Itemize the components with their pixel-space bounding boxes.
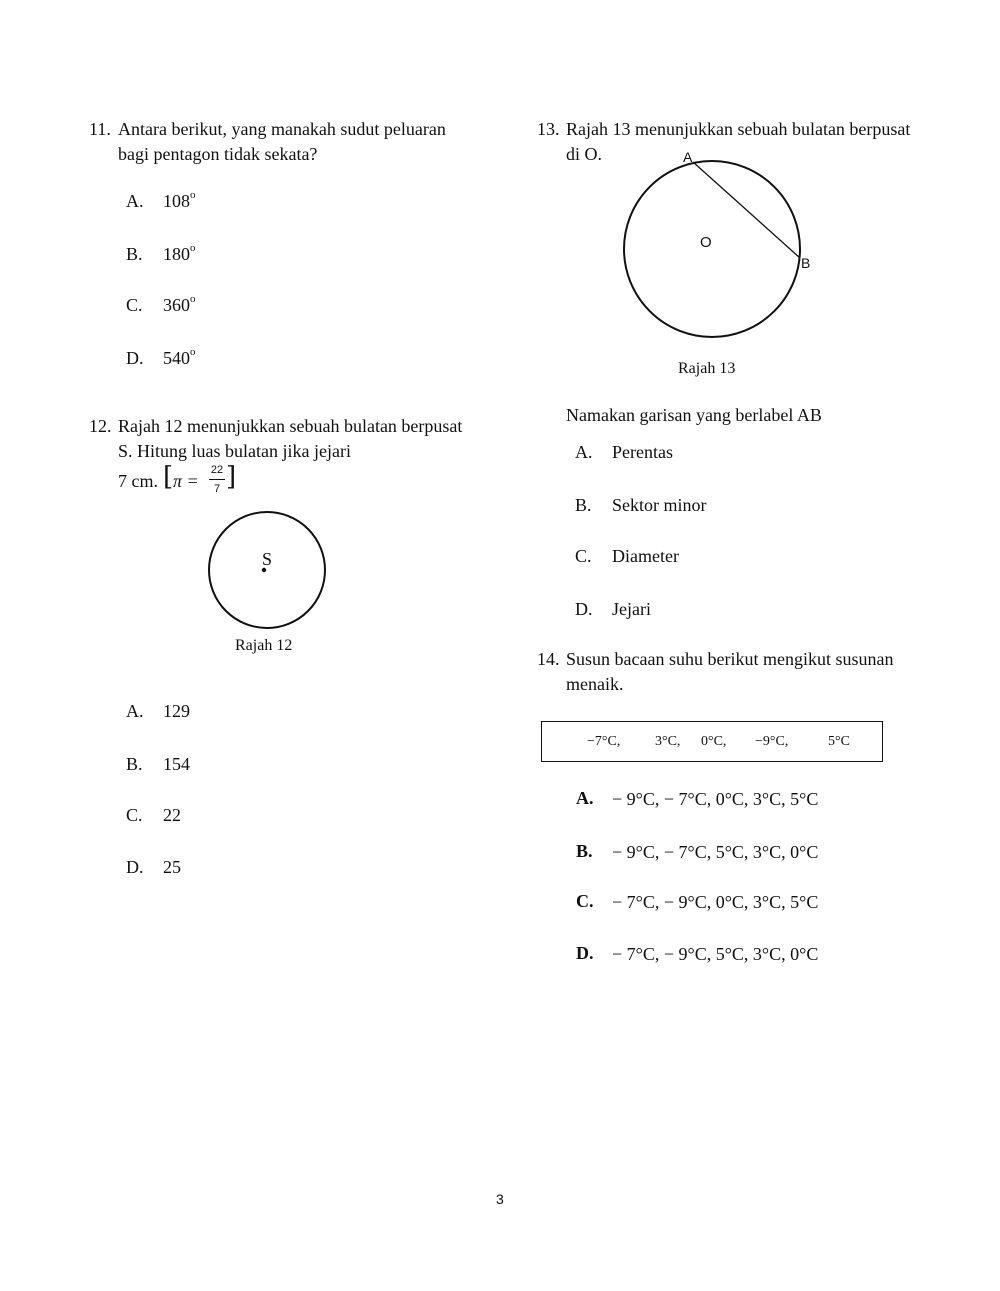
temperature-value: 5°C [828, 734, 850, 749]
q14-option-value: − 9°C, − 7°C, 0°C, 3°C, 5°C [612, 789, 819, 809]
left-bracket: [ [163, 462, 174, 492]
q12-option-letter: B. [126, 754, 143, 774]
temperature-value: 0°C, [701, 734, 727, 749]
q13-option-value: Jejari [612, 599, 651, 619]
q14-option-letter: A. [576, 788, 594, 808]
q13-option-value: Perentas [612, 442, 673, 462]
center-label-s: S [262, 549, 273, 569]
q13-option-letter: A. [575, 442, 593, 462]
q14-number: 14. [537, 649, 560, 669]
degree-unit: o [190, 189, 196, 201]
temperature-box [541, 721, 883, 762]
temperature-value: 3°C, [655, 734, 681, 749]
rajah-13-caption: Rajah 13 [678, 360, 736, 377]
degree-unit: o [190, 293, 196, 305]
q13-question: Namakan garisan yang berlabel AB [566, 405, 822, 425]
label-o: O [700, 234, 712, 251]
q11-option-value: 540 [163, 348, 190, 368]
circle-13 [624, 161, 800, 337]
rajah-12-circle-figure [200, 505, 335, 640]
q14-option-letter: B. [576, 841, 593, 861]
q11-option-value: 108 [163, 191, 190, 211]
degree-unit: o [190, 346, 196, 358]
q12-number: 12. [89, 416, 112, 436]
q12-option-letter: C. [126, 805, 143, 825]
circle-12 [209, 512, 325, 628]
q14-option-value: − 7°C, − 9°C, 5°C, 3°C, 0°C [612, 944, 819, 964]
q13-text-line1: Rajah 13 menunjukkan sebuah bulatan berpusat [566, 119, 911, 139]
page-number: 3 [496, 1191, 504, 1207]
fraction-bar [209, 479, 225, 480]
q11-option-letter: D. [126, 348, 144, 368]
q12-option-value: 154 [163, 754, 190, 774]
pi-expression: π = [173, 471, 199, 491]
fraction-denominator: 7 [213, 483, 221, 495]
rajah-13-circle-figure [615, 160, 815, 350]
q11-option-letter: A. [126, 191, 144, 211]
q13-option-letter: C. [575, 546, 592, 566]
q13-option-value: Diameter [612, 546, 679, 566]
q14-option-letter: D. [576, 943, 594, 963]
degree-unit: o [190, 242, 196, 254]
q12-option-value: 25 [163, 857, 181, 877]
q14-option-value: − 7°C, − 9°C, 0°C, 3°C, 5°C [612, 892, 819, 912]
q12-text-line2: S. Hitung luas bulatan jika jejari [118, 441, 351, 461]
label-b: B [801, 255, 811, 271]
q13-option-letter: D. [575, 599, 593, 619]
q12-text-line3: 7 cm. [118, 471, 158, 491]
q12-text-line1: Rajah 12 menunjukkan sebuah bulatan berpusat [118, 416, 463, 436]
q11-text-line2: bagi pentagon tidak sekata? [118, 144, 318, 164]
q11-option-letter: C. [126, 295, 143, 315]
q12-option-letter: D. [126, 857, 144, 877]
q13-text-line2: di O. [566, 144, 602, 164]
label-a: A [683, 149, 693, 165]
q11-text-line1: Antara berikut, yang manakah sudut peluaran [118, 119, 446, 139]
q11-number: 11. [89, 119, 111, 139]
q14-text-line1: Susun bacaan suhu berikut mengikut susunan [566, 649, 894, 669]
q12-option-value: 129 [163, 701, 190, 721]
q11-option-letter: B. [126, 244, 143, 264]
q14-text-line2: menaik. [566, 674, 624, 694]
q14-option-letter: C. [576, 891, 594, 911]
q11-option-value: 360 [163, 295, 190, 315]
fraction-numerator: 22 [210, 464, 224, 476]
right-bracket: ] [226, 462, 237, 492]
q12-option-value: 22 [163, 805, 181, 825]
q12-option-letter: A. [126, 701, 144, 721]
q14-option-value: − 9°C, − 7°C, 5°C, 3°C, 0°C [612, 842, 819, 862]
q13-option-letter: B. [575, 495, 592, 515]
rajah-12-caption: Rajah 12 [235, 637, 293, 654]
q13-option-value: Sektor minor [612, 495, 707, 515]
q13-number: 13. [537, 119, 560, 139]
temperature-value: −7°C, [587, 734, 621, 749]
temperature-value: −9°C, [755, 734, 789, 749]
q11-option-value: 180 [163, 244, 190, 264]
